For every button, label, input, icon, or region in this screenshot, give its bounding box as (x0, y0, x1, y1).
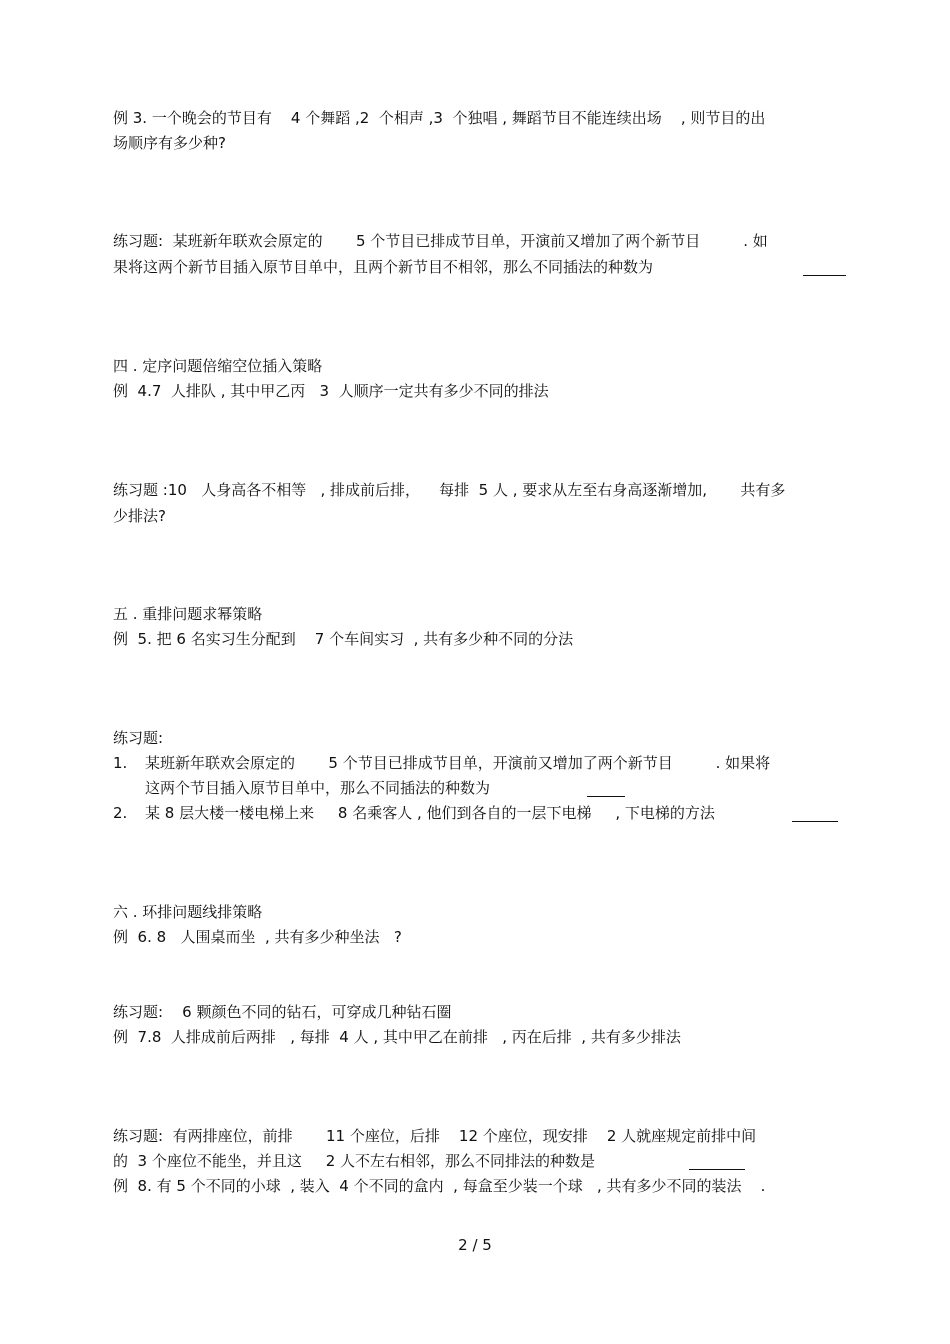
example-8: 例 8. 有 5 个不同的小球 , 装入 4 个不同的盒内 , 每盒至少装一个球 , 共有多少不同的装法 . (113, 1177, 766, 1195)
practice-4: 练习题: 6 颗颜色不同的钻石，可穿成几种钻石圈 (113, 1003, 452, 1021)
practice-3-heading: 练习题: (113, 729, 164, 747)
example-7: 例 7.8 人排成前后两排 , 每排 4 人 , 其中甲乙在前排 , 丙在后排 , 共有多少排法 (113, 1028, 681, 1046)
answer-blank (803, 261, 846, 276)
page-number: 2 / 5 (458, 1236, 492, 1254)
answer-blank (792, 807, 838, 822)
section-6-title: 六 . 环排问题线排策略 (113, 903, 263, 921)
example-3-line-2: 场顺序有多少种? (113, 134, 226, 152)
practice-5-line-1: 练习题: 有两排座位，前排 11 个座位，后排 12 个座位，现安排 2 人就座规定前排中间 (113, 1127, 757, 1145)
practice-1-line-1: 练习题: 某班新年联欢会原定的 5 个节目已排成节目单，开演前又增加了两个新节目 . 如 (113, 232, 768, 250)
practice-5-line-2: 的 3 个座位不能坐，并且这 2 人不左右相邻，那么不同排法的种数是 (113, 1152, 596, 1170)
practice-3-item-1-number: 1. (113, 754, 128, 772)
practice-1-line-2: 果将这两个新节目插入原节目单中，且两个新节目不相邻，那么不同插法的种数为 (113, 258, 654, 276)
example-3-line-1: 例 3. 一个晚会的节目有 4 个舞蹈 ,2 个相声 ,3 个独唱 , 舞蹈节目不能连续出场 , 则节目的出 (113, 109, 766, 127)
practice-3-item-1-line-2: 这两个节目插入原节目单中，那么不同插法的种数为 (145, 779, 491, 797)
answer-blank (587, 782, 625, 797)
example-4: 例 4.7 人排队 , 其中甲乙丙 3 人顺序一定共有多少不同的排法 (113, 382, 549, 400)
practice-3-item-2-line-1: 某 8 层大楼一楼电梯上来 8 名乘客人 , 他们到各自的一层下电梯 , 下电梯的方法 (145, 804, 715, 822)
section-5-title: 五 . 重排问题求幂策略 (113, 605, 263, 623)
practice-3-item-2-number: 2. (113, 804, 128, 822)
answer-blank (689, 1155, 745, 1170)
practice-3-item-1-line-1: 某班新年联欢会原定的 5 个节目已排成节目单，开演前又增加了两个新节目 . 如果将 (145, 754, 771, 772)
section-4-title: 四 . 定序问题倍缩空位插入策略 (113, 357, 323, 375)
example-6: 例 6. 8 人围桌而坐 , 共有多少种坐法 ? (113, 928, 402, 946)
practice-2-line-1: 练习题 :10 人身高各不相等 , 排成前后排， 每排 5 人 , 要求从左至右身高逐渐增加, 共有多 (113, 481, 786, 499)
practice-2-line-2: 少排法? (113, 507, 166, 525)
example-5: 例 5. 把 6 名实习生分配到 7 个车间实习 , 共有多少种不同的分法 (113, 630, 574, 648)
